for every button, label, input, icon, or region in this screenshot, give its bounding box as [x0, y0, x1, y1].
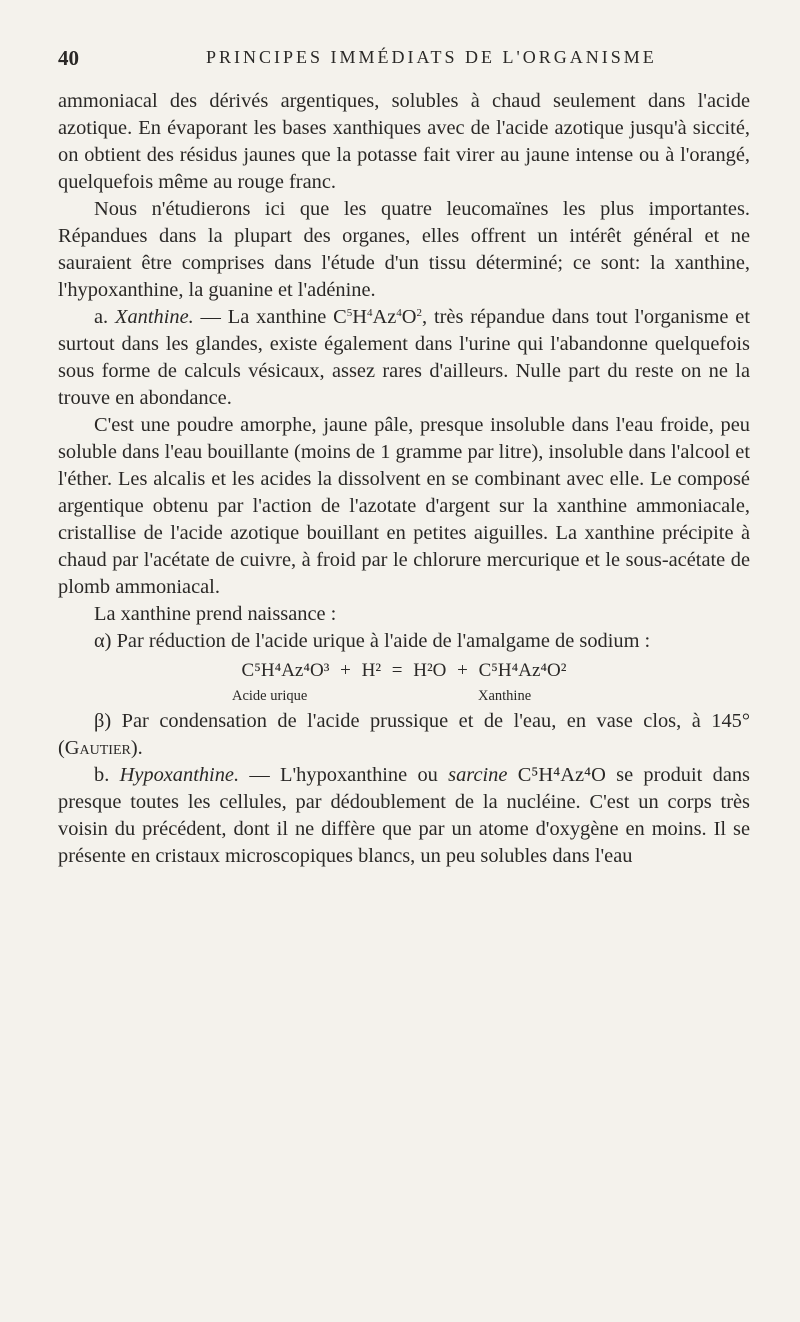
section-marker: a.	[94, 306, 109, 328]
formula-index: 4	[396, 307, 402, 319]
paragraph: La xanthine prend naissance :	[94, 603, 337, 625]
paragraph: C'est une poudre amorphe, jaune pâle, presque insoluble dans l'eau froide, peu soluble dans l'eau bouillante (moins de 1 gramme par litre), insoluble dans l'alcool et l'éther. Les alcalis et les acides la dissolvent en se combinant avec elle. Le composé argentique obtenu par l'action de l'azotate d'argent sur la xanthine ammoniacale, cristallise de l'acide azotique bouillant en petites aiguilles. La xanthine précipite à chaud par l'acétate de cuivre, à froid par le chlorure mercurique et le sous-acétate de plomb ammoniacal.	[58, 414, 750, 598]
section-marker: b.	[94, 764, 110, 786]
section-text: — La xanthine C	[193, 306, 347, 328]
paragraph	[58, 708, 750, 762]
formula-index: 4	[367, 307, 373, 319]
author-name: Gautier	[64, 737, 131, 759]
page-number: 40	[58, 46, 79, 70]
section-text: Az	[372, 306, 397, 328]
running-title: PRINCIPES IMMÉDIATS DE L'ORGANISME	[206, 47, 657, 67]
page-header	[58, 46, 750, 76]
chemical-equation: C⁵H⁴Az⁴O³ + H² = H²O + C⁵H⁴Az⁴O²	[241, 660, 567, 681]
section-text: C⁵H⁴Az⁴O se produit dans presque toutes les cellules, par dédoublement de la nucléine. C'est un corps très voisin du précédent, dont il ne diffère que par un atome d'oxygène en moins. Il se présente en cristaux microscopiques blancs, un peu solubles dans l'eau	[58, 764, 750, 867]
section-title: Hypoxanthine.	[119, 764, 240, 786]
section-title: Xanthine.	[115, 306, 194, 328]
term: sarcine	[448, 764, 508, 786]
section-text: , très répandue dans tout l'organisme et surtout dans les glandes, existe également dans l'urine qui l'abandonne quelquefois sous forme de calculs vésicaux, assez rares d'ailleurs. Nulle part du reste on ne la trouve en abondance.	[58, 306, 750, 409]
label-uric-acid: Acide urique	[232, 688, 308, 704]
paragraph: Nous n'étudierons ici que les quatre leucomaïnes les plus importantes. Répandues dans la plupart des organes, elles offrent un intérêt général et ne sauraient être comprises dans l'étude d'un tissu déterminé; ce sont: la xanthine, l'hypoxanthine, la guanine et l'adénine.	[58, 198, 750, 301]
book-page	[58, 0, 758, 1322]
section-hypoxanthine	[58, 762, 750, 870]
section-xanthine	[58, 304, 750, 412]
body-text	[58, 88, 750, 870]
paragraph: α) Par réduction de l'acide urique à l'aide de l'amalgame de sodium :	[94, 630, 651, 652]
formula-index: 2	[416, 307, 423, 319]
label-xanthine: Xanthine	[478, 688, 532, 704]
paragraph: ammoniacal des dérivés argentiques, solubles à chaud seulement dans l'acide azotique. En évaporant les bases xanthiques avec de l'acide azotique jusqu'à siccité, on obtient des résidus jaunes que la potasse fait virer au jaune intense ou à l'orangé, quelquefois même au rouge franc.	[58, 90, 750, 193]
paragraph-text: ).	[130, 737, 143, 759]
paragraph-text: β) Par condensation de l'acide prussique et de l'eau, en vase clos, à 145° (	[58, 710, 750, 759]
section-text: H	[352, 306, 367, 328]
formula-index: 5	[346, 307, 353, 319]
section-text: O	[401, 306, 417, 328]
equation-labels	[58, 684, 750, 708]
section-text: — L'hypoxanthine ou	[239, 764, 449, 786]
